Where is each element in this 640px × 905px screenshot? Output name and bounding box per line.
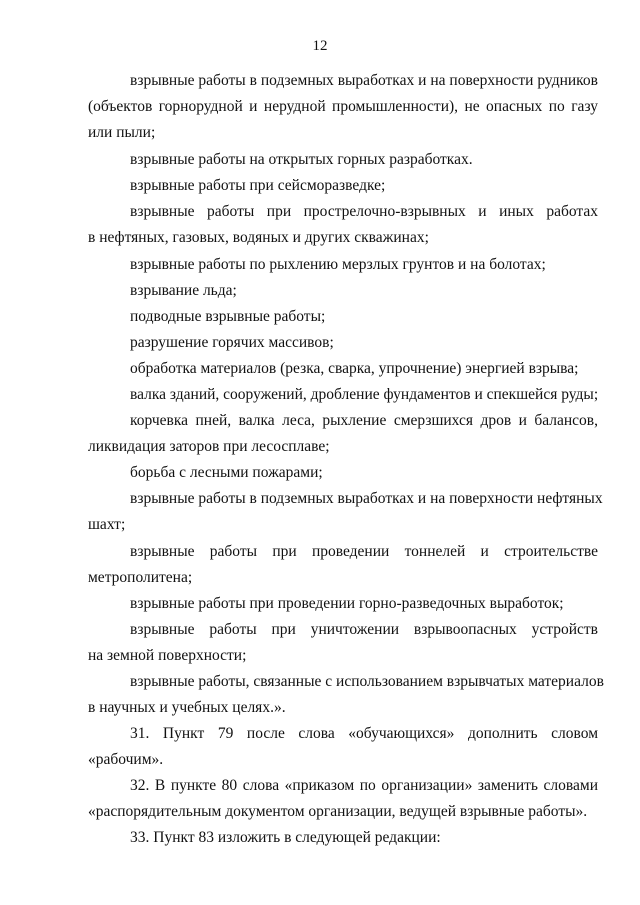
text-line: взрывные работы на открытых горных разработках. bbox=[130, 151, 473, 168]
text-line: борьба с лесными пожарами; bbox=[130, 464, 323, 481]
text-line: «распорядительным документом организации, ведущей взрывные работы». bbox=[88, 803, 588, 820]
text-line: 32. В пункте 80 слова «приказом по организации» заменить словами bbox=[130, 777, 598, 794]
text-line: подводные взрывные работы; bbox=[130, 308, 326, 325]
text-line: взрывание льда; bbox=[130, 282, 237, 299]
text-line: взрывные работы при проведении горно-разведочных выработок; bbox=[130, 595, 564, 612]
text-line: корчевка пней, валка леса, рыхление смерзшихся дров и балансов, bbox=[130, 412, 598, 429]
text-line: на земной поверхности; bbox=[88, 647, 247, 664]
text-line: 33. Пункт 83 изложить в следующей редакции: bbox=[130, 829, 441, 846]
text-line: ликвидация заторов при лесосплаве; bbox=[88, 438, 330, 455]
text-line: взрывные работы, связанные с использованием взрывчатых материалов bbox=[130, 673, 604, 690]
text-line: валка зданий, сооружений, дробление фундаментов и спекшейся руды; bbox=[130, 386, 599, 403]
page-number: 12 bbox=[312, 38, 328, 54]
text-line: взрывные работы по рыхлению мерзлых грунтов и на болотах; bbox=[130, 256, 546, 273]
text-line: 31. Пункт 79 после слова «обучающихся» дополнить словом bbox=[130, 725, 598, 742]
text-line: «рабочим». bbox=[88, 751, 164, 768]
text-line: взрывные работы в подземных выработках и на поверхности рудников bbox=[130, 72, 598, 89]
text-line: взрывные работы при прострелочно-взрывных и иных работах bbox=[130, 203, 598, 220]
text-line: взрывные работы при уничтожении взрывоопасных устройств bbox=[130, 621, 598, 638]
text-line: взрывные работы при сейсморазведке; bbox=[130, 177, 386, 194]
text-line: в научных и учебных целях.». bbox=[88, 699, 286, 716]
text-line: разрушение горячих массивов; bbox=[130, 334, 334, 351]
text-line: шахт; bbox=[88, 516, 126, 533]
text-line: (объектов горнорудной и нерудной промышленности), не опасных по газу bbox=[88, 98, 598, 115]
text-line: взрывные работы в подземных выработках и на поверхности нефтяных bbox=[130, 490, 603, 507]
text-line: обработка материалов (резка, сварка, упрочнение) энергией взрыва; bbox=[130, 360, 579, 377]
text-line: взрывные работы при проведении тоннелей и строительстве bbox=[130, 543, 598, 560]
text-line: метрополитена; bbox=[88, 569, 193, 586]
text-line: или пыли; bbox=[88, 124, 156, 141]
text-line: в нефтяных, газовых, водяных и других скважинах; bbox=[88, 229, 429, 246]
